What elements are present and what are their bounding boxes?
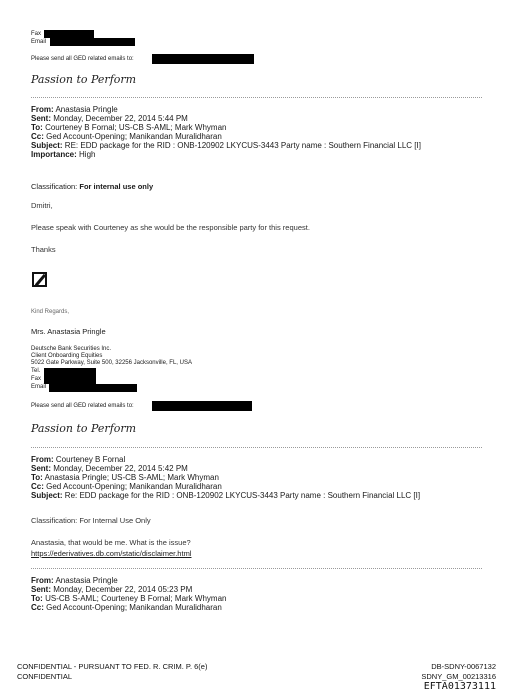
redaction [152,401,252,411]
email3-sent: Sent: Monday, December 22, 2014 05:23 PM [31,585,193,594]
email3-cc: Cc: Ged Account-Opening; Manikandan Muralidharan [31,603,222,612]
divider [31,447,482,448]
email1-thanks: Thanks [31,245,56,254]
ged-note: Please send all GED related emails to: [31,56,134,62]
email1-message: Please speak with Courteney as she would be the responsible party for this request. [31,223,310,232]
email2-from: From: Courteney B Fornal [31,455,126,464]
email1-importance: Importance: High [31,150,96,159]
redaction [49,384,137,392]
email2-cc: Cc: Ged Account-Opening; Manikandan Muralidharan [31,482,222,491]
fax-label: Fax [31,376,42,382]
email2-disclaimer-link[interactable] [31,549,191,558]
slogan-logo: Passion to Perform [31,73,137,86]
email1-subject: Subject: RE: EDD package for the RID : ONB-120902 LKYCUS-3443 Party name : Southern Financial LLC [I] [31,141,421,150]
redaction [44,376,96,384]
email1-sent: Sent: Monday, December 22, 2014 5:44 PM [31,114,188,123]
email2-message: Anastasia, that would be me. What is the issue? [31,538,191,547]
ged-note: Please send all GED related emails to: [31,403,134,409]
redaction [152,54,254,64]
redaction [44,368,96,376]
tel-label: Tel. [31,368,41,374]
email3-from: From: Anastasia Pringle [31,576,118,585]
deutsche-bank-logo-icon [32,272,47,287]
email2-subject: Subject: Re: EDD package for the RID : ONB-120902 LKYCUS-3443 Party name : Southern Financial LLC [I] [31,491,421,500]
divider [31,97,482,98]
footer-confidential: CONFIDENTIAL [17,672,73,681]
footer-efta: EFTA01373111 [423,681,496,692]
email1-cc: Cc: Ged Account-Opening; Manikandan Muralidharan [31,132,222,141]
signature-address: 5022 Gate Parkway, Suite 500, 32256 Jacksonville, FL, USA [31,360,192,366]
footer-bates-db: DB-SDNY-0067132 [431,662,496,671]
footer-confidential-rule: CONFIDENTIAL - PURSUANT TO FED. R. CRIM. P. 6(e) [17,662,208,671]
fax-label: Fax [31,31,42,37]
signature-name: Mrs. Anastasia Pringle [31,327,106,336]
email1-classification: Classification: For internal use only [31,182,154,191]
email-label: Email [31,39,47,45]
email2-sent: Sent: Monday, December 22, 2014 5:42 PM [31,464,188,473]
email2-classification: Classification: For Internal Use Only [31,516,151,525]
disclaimer-link[interactable]: https://ederivatives.db.com/static/disclaimer.html [31,549,192,558]
email-label: Email [31,384,47,390]
email1-from: From: Anastasia Pringle [31,105,118,114]
divider [31,568,482,569]
email1-greeting: Dmitri, [31,201,53,210]
signature-department: Client Onboarding Equities [31,353,103,359]
redaction [44,30,94,38]
email2-to: To: Anastasia Pringle; US-CB S-AML; Mark Whyman [31,473,219,482]
redaction [50,38,135,46]
slogan-logo: Passion to Perform [31,422,137,435]
signature-company: Deutsche Bank Securities Inc. [31,346,112,352]
email1-to: To: Courteney B Fornal; US-CB S-AML; Mark Whyman [31,123,227,132]
footer-bates-sdny: SDNY_GM_00213316 [421,672,496,681]
email3-to: To: US-CB S-AML; Courteney B Fornal; Mark Whyman [31,594,227,603]
kind-regards: Kind Regards, [31,309,70,315]
